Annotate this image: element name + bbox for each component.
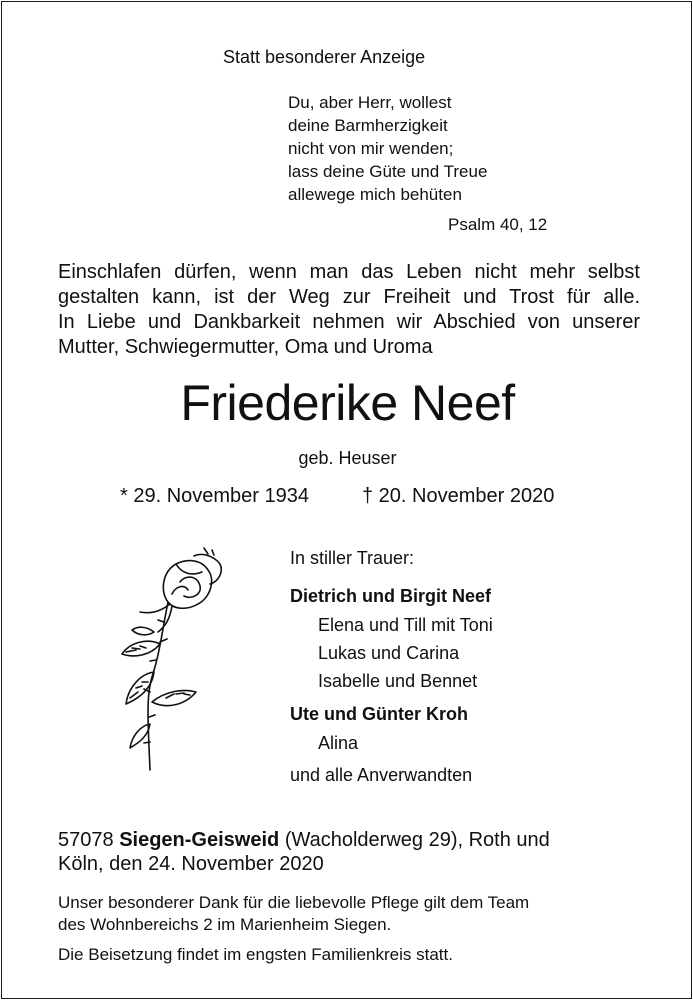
location-date-line: Köln, den 24. November 2020: [58, 853, 324, 875]
verse-line: allewege mich behüten: [288, 185, 462, 204]
verse-line: Du, aber Herr, wollest: [288, 93, 452, 112]
thanks-line: Unser besonderer Dank für die liebevolle Pflege gilt dem Team: [58, 893, 530, 912]
mourners-heading: In stiller Trauer:: [290, 548, 415, 568]
birth-date: * 29. November 1934: [120, 485, 310, 507]
thanks-line: des Wohnbereichs 2 im Marienheim Siegen.: [58, 915, 392, 934]
zip-code: 57078: [58, 829, 114, 851]
verse-line: deine Barmherzigkeit: [288, 116, 448, 135]
family-member: Alina: [318, 733, 359, 753]
city-name: Siegen-Geisweid: [119, 829, 280, 851]
verse-source: Psalm 40, 12: [448, 215, 548, 234]
intro-line: In Liebe und Dankbarkeit nehmen wir Abschied von unserer: [58, 311, 640, 333]
intro-line: gestalten kann, ist der Weg zur Freiheit und Trost für alle.: [58, 286, 640, 308]
family-head: Dietrich und Birgit Neef: [290, 586, 492, 606]
death-date: † 20. November 2020: [362, 485, 555, 507]
verse-line: lass deine Güte und Treue: [288, 162, 488, 181]
address-rest: (Wacholderweg 29), Roth und: [284, 829, 550, 851]
birth-name: geb. Heuser: [298, 448, 397, 468]
intro-line: Mutter, Schwiegermutter, Oma und Uroma: [58, 336, 433, 358]
family-member: Lukas und Carina: [318, 643, 460, 663]
deceased-name: Friederike Neef: [180, 375, 515, 431]
obituary-notice: [1, 1, 692, 999]
location-line: [58, 828, 550, 852]
family-head: Ute und Günter Kroh: [290, 704, 468, 724]
family-member: Isabelle und Bennet: [318, 671, 478, 691]
burial-note: Die Beisetzung findet im engsten Familienkreis statt.: [58, 945, 453, 964]
header-line: Statt besonderer Anzeige: [223, 47, 426, 67]
rose-icon: [110, 542, 240, 772]
verse-line: nicht von mir wenden;: [288, 139, 454, 158]
intro-line: Einschlafen dürfen, wenn man das Leben nicht mehr selbst: [58, 261, 640, 283]
family-member: Elena und Till mit Toni: [318, 615, 493, 635]
mourners-closing: und alle Anverwandten: [290, 765, 473, 785]
